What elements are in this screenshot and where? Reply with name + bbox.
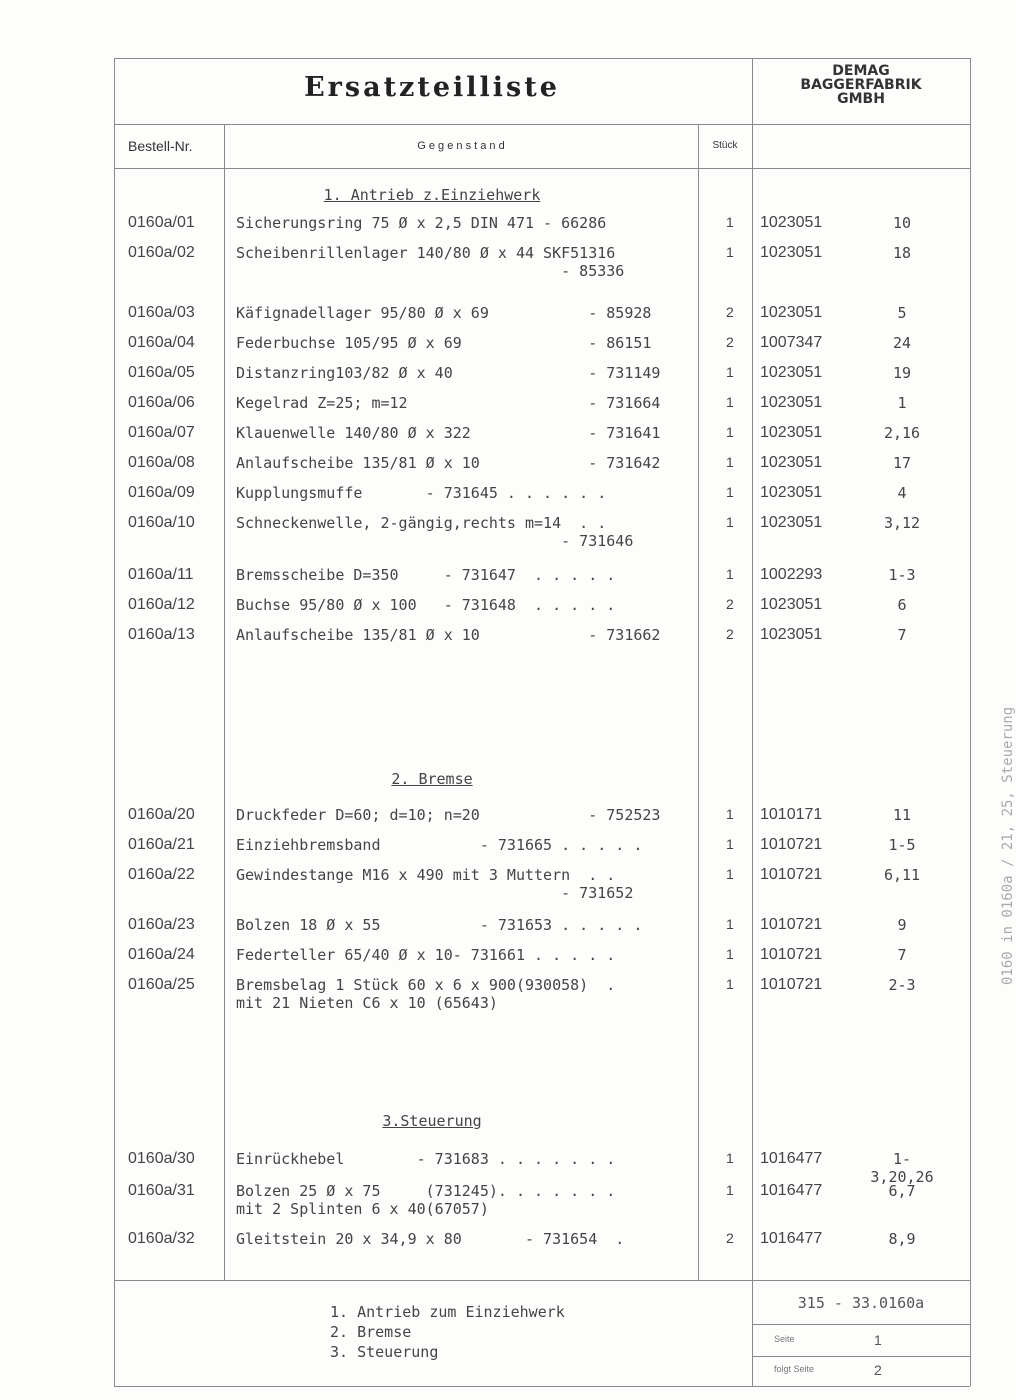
part-description xyxy=(236,976,615,1012)
description-line-2: mit 2 Splinten 6 x 40(67057) xyxy=(236,1200,489,1218)
part-quantity: 1 xyxy=(726,394,734,410)
description-line-1: Klauenwelle 140/80 Ø x 322 - 731641 xyxy=(236,424,661,442)
part-description xyxy=(236,1150,615,1168)
part-description xyxy=(236,514,633,550)
drawing-reference: 1023051 xyxy=(760,424,823,441)
parts-list-sheet xyxy=(114,58,970,1386)
part-quantity: 1 xyxy=(726,1150,734,1166)
part-description xyxy=(236,214,606,232)
drawing-reference: 1002293 xyxy=(760,566,823,583)
description-line-1: Kegelrad Z=25; m=12 - 731664 xyxy=(236,394,661,412)
part-quantity: 1 xyxy=(726,214,734,230)
part-quantity: 1 xyxy=(726,454,734,470)
footer-item-1: 1. Antrieb zum Einziehwerk xyxy=(330,1303,565,1321)
description-line-1: Anlaufscheibe 135/81 Ø x 10 - 731642 xyxy=(236,454,661,472)
drawing-reference: 1023051 xyxy=(760,364,823,381)
drawing-reference: 1023051 xyxy=(760,596,823,613)
part-number: 0160a/11 xyxy=(128,566,194,583)
part-number: 0160a/13 xyxy=(128,626,195,643)
drawing-reference: 1016477 xyxy=(760,1230,823,1247)
part-description xyxy=(236,454,660,472)
description-line-2: - 85336 xyxy=(236,262,625,280)
part-quantity: 1 xyxy=(726,866,734,882)
part-description xyxy=(236,916,642,934)
part-description xyxy=(236,1230,624,1248)
company-line-2: BAGGERFABRIK xyxy=(800,77,922,93)
position-number: 9 xyxy=(897,916,907,934)
part-number: 0160a/02 xyxy=(128,244,195,261)
description-line-1: Distanzring103/82 Ø x 40 - 731149 xyxy=(236,364,661,382)
position-number: 4 xyxy=(897,484,907,502)
part-number: 0160a/10 xyxy=(128,514,195,531)
description-line-1: Federteller 65/40 Ø x 10- 731661 . . . . . xyxy=(236,946,616,964)
part-quantity: 1 xyxy=(726,916,734,932)
part-description xyxy=(236,394,660,412)
part-quantity: 1 xyxy=(726,836,734,852)
drawing-reference: 1023051 xyxy=(760,304,823,321)
position-number: 2-3 xyxy=(888,976,916,994)
position-number: 1-3,20,26 xyxy=(870,1150,934,1186)
description-line-1: Federbuchse 105/95 Ø x 69 - 86151 xyxy=(236,334,652,352)
col-divider-nr xyxy=(224,124,225,1280)
description-line-1: Gewindestange M16 x 490 mit 3 Muttern . . xyxy=(236,866,616,884)
position-number: 11 xyxy=(892,806,912,824)
part-quantity: 1 xyxy=(726,946,734,962)
col-divider-qty xyxy=(698,124,699,1280)
drawing-reference: 1016477 xyxy=(760,1150,823,1167)
part-quantity: 1 xyxy=(726,364,734,380)
description-line-2: - 731646 xyxy=(236,532,634,550)
col-header-gegenstand: G e g e n s t a n d xyxy=(417,140,505,152)
description-line-1: Einziehbremsband - 731665 . . . . . xyxy=(236,836,643,854)
part-quantity: 2 xyxy=(726,304,734,320)
position-number: 24 xyxy=(892,334,912,352)
position-number: 8,9 xyxy=(888,1230,916,1248)
column-header-divider xyxy=(114,168,970,169)
drawing-reference: 1023051 xyxy=(760,244,823,261)
drawing-reference: 1010721 xyxy=(760,866,823,883)
border-bottom xyxy=(114,1386,970,1387)
drawing-reference: 1023051 xyxy=(760,484,823,501)
position-number: 1-5 xyxy=(888,836,916,854)
description-line-2: - 731652 xyxy=(236,884,634,902)
part-description xyxy=(236,836,642,854)
company-line-3: GMBH xyxy=(837,91,885,107)
folgt-seite-label: folgt Seite xyxy=(774,1364,815,1374)
description-line-1: Sicherungsring 75 Ø x 2,5 DIN 471 - 66286 xyxy=(236,214,607,232)
part-number: 0160a/24 xyxy=(128,946,195,963)
part-description xyxy=(236,866,633,902)
col-divider-ref xyxy=(752,58,753,1386)
position-number: 10 xyxy=(892,214,912,232)
part-quantity: 1 xyxy=(726,244,734,260)
folgt-seite-value: 2 xyxy=(874,1362,882,1378)
part-description xyxy=(236,334,651,352)
part-quantity: 1 xyxy=(726,976,734,992)
description-line-1: Anlaufscheibe 135/81 Ø x 10 - 731662 xyxy=(236,626,661,644)
part-description xyxy=(236,244,624,280)
part-quantity: 1 xyxy=(726,566,734,582)
margin-note: 0160 in 0160a / 21, 25, Steuerung xyxy=(1000,706,1016,985)
part-quantity: 1 xyxy=(726,424,734,440)
position-number: 6,11 xyxy=(883,866,921,884)
drawing-reference: 1010721 xyxy=(760,836,823,853)
footer-section-list xyxy=(330,1302,565,1362)
part-quantity: 2 xyxy=(726,334,734,350)
part-description xyxy=(236,626,660,644)
part-number: 0160a/32 xyxy=(128,1230,195,1247)
part-quantity: 2 xyxy=(726,596,734,612)
company-line-1: DEMAG xyxy=(832,63,890,79)
part-number: 0160a/31 xyxy=(128,1182,195,1199)
part-number: 0160a/30 xyxy=(128,1150,195,1167)
part-number: 0160a/25 xyxy=(128,976,195,993)
position-number: 19 xyxy=(892,364,912,382)
border-top xyxy=(114,58,970,59)
description-line-1: Druckfeder D=60; d=10; n=20 - 752523 xyxy=(236,806,661,824)
part-quantity: 1 xyxy=(726,1182,734,1198)
part-number: 0160a/03 xyxy=(128,304,195,321)
part-number: 0160a/22 xyxy=(128,866,195,883)
part-description xyxy=(236,566,615,584)
footer-divider xyxy=(114,1280,970,1281)
description-line-1: Scheibenrillenlager 140/80 Ø x 44 SKF51316 xyxy=(236,244,616,262)
position-number: 3,12 xyxy=(883,514,921,532)
part-quantity: 1 xyxy=(726,514,734,530)
position-number: 2,16 xyxy=(883,424,921,442)
part-number: 0160a/12 xyxy=(128,596,195,613)
page-title: Ersatzteilliste xyxy=(304,72,560,103)
part-number: 0160a/07 xyxy=(128,424,195,441)
position-number: 6,7 xyxy=(888,1182,916,1200)
drawing-reference: 1023051 xyxy=(760,626,823,643)
part-number: 0160a/01 xyxy=(128,214,195,231)
part-description xyxy=(236,304,651,322)
part-description xyxy=(236,946,615,964)
drawing-reference: 1010171 xyxy=(760,806,823,823)
section-title-2: 2. Bremse xyxy=(391,770,473,788)
part-number: 0160a/08 xyxy=(128,454,195,471)
part-number: 0160a/20 xyxy=(128,806,195,823)
seite-divider xyxy=(752,1324,970,1325)
part-description xyxy=(236,484,606,502)
section-title-1: 1. Antrieb z.Einziehwerk xyxy=(323,186,541,204)
position-number: 1 xyxy=(897,394,907,412)
footer-item-2: 2. Bremse xyxy=(330,1323,412,1341)
part-quantity: 1 xyxy=(726,484,734,500)
position-number: 6 xyxy=(897,596,907,614)
description-line-1: Einrückhebel - 731683 . . . . . . . xyxy=(236,1150,616,1168)
part-quantity: 2 xyxy=(726,1230,734,1246)
col-header-stueck: Stück xyxy=(712,140,738,151)
description-line-1: Bremsbelag 1 Stück 60 x 6 x 900(930058) . xyxy=(236,976,616,994)
description-line-1: Gleitstein 20 x 34,9 x 80 - 731654 . xyxy=(236,1230,625,1248)
description-line-1: Buchse 95/80 Ø x 100 - 731648 . . . . . xyxy=(236,596,616,614)
seite-value: 1 xyxy=(874,1332,882,1348)
part-description xyxy=(236,806,660,824)
section-title-3: 3.Steuerung xyxy=(382,1112,482,1130)
drawing-reference: 1010721 xyxy=(760,946,823,963)
part-description xyxy=(236,1182,615,1218)
border-left xyxy=(114,58,115,1386)
part-number: 0160a/06 xyxy=(128,394,195,411)
position-number: 17 xyxy=(892,454,912,472)
part-quantity: 2 xyxy=(726,626,734,642)
part-description xyxy=(236,364,660,382)
part-description xyxy=(236,424,660,442)
document-number: 315 - 33.0160a xyxy=(797,1294,925,1312)
drawing-reference: 1023051 xyxy=(760,514,823,531)
description-line-1: Bremsscheibe D=350 - 731647 . . . . . xyxy=(236,566,616,584)
col-header-bestell: Bestell-Nr. xyxy=(128,138,193,154)
drawing-reference: 1023051 xyxy=(760,454,823,471)
company-logo xyxy=(752,64,970,106)
description-line-1: Bolzen 18 Ø x 55 - 731653 . . . . . xyxy=(236,916,643,934)
position-number: 1-3 xyxy=(888,566,916,584)
seite-label: Seite xyxy=(774,1334,795,1344)
folgt-divider xyxy=(752,1356,970,1357)
drawing-reference: 1010721 xyxy=(760,976,823,993)
drawing-reference: 1016477 xyxy=(760,1182,823,1199)
drawing-reference: 1010721 xyxy=(760,916,823,933)
part-description xyxy=(236,596,615,614)
description-line-1: Schneckenwelle, 2-gängig,rechts m=14 . . xyxy=(236,514,607,532)
footer-item-3: 3. Steuerung xyxy=(330,1343,439,1361)
border-right xyxy=(970,58,971,1386)
part-number: 0160a/09 xyxy=(128,484,195,501)
position-number: 18 xyxy=(892,244,912,262)
description-line-1: Käfignadellager 95/80 Ø x 69 - 85928 xyxy=(236,304,652,322)
description-line-2: mit 21 Nieten C6 x 10 (65643) xyxy=(236,994,498,1012)
header-divider xyxy=(114,124,970,125)
part-quantity: 1 xyxy=(726,806,734,822)
drawing-reference: 1023051 xyxy=(760,214,823,231)
position-number: 7 xyxy=(897,946,907,964)
description-line-1: Kupplungsmuffe - 731645 . . . . . . xyxy=(236,484,607,502)
part-number: 0160a/05 xyxy=(128,364,195,381)
position-number: 7 xyxy=(897,626,907,644)
drawing-reference: 1007347 xyxy=(760,334,823,351)
part-number: 0160a/21 xyxy=(128,836,195,853)
description-line-1: Bolzen 25 Ø x 75 (731245). . . . . . . xyxy=(236,1182,616,1200)
part-number: 0160a/04 xyxy=(128,334,195,351)
drawing-reference: 1023051 xyxy=(760,394,823,411)
part-number: 0160a/23 xyxy=(128,916,195,933)
position-number: 5 xyxy=(897,304,907,322)
